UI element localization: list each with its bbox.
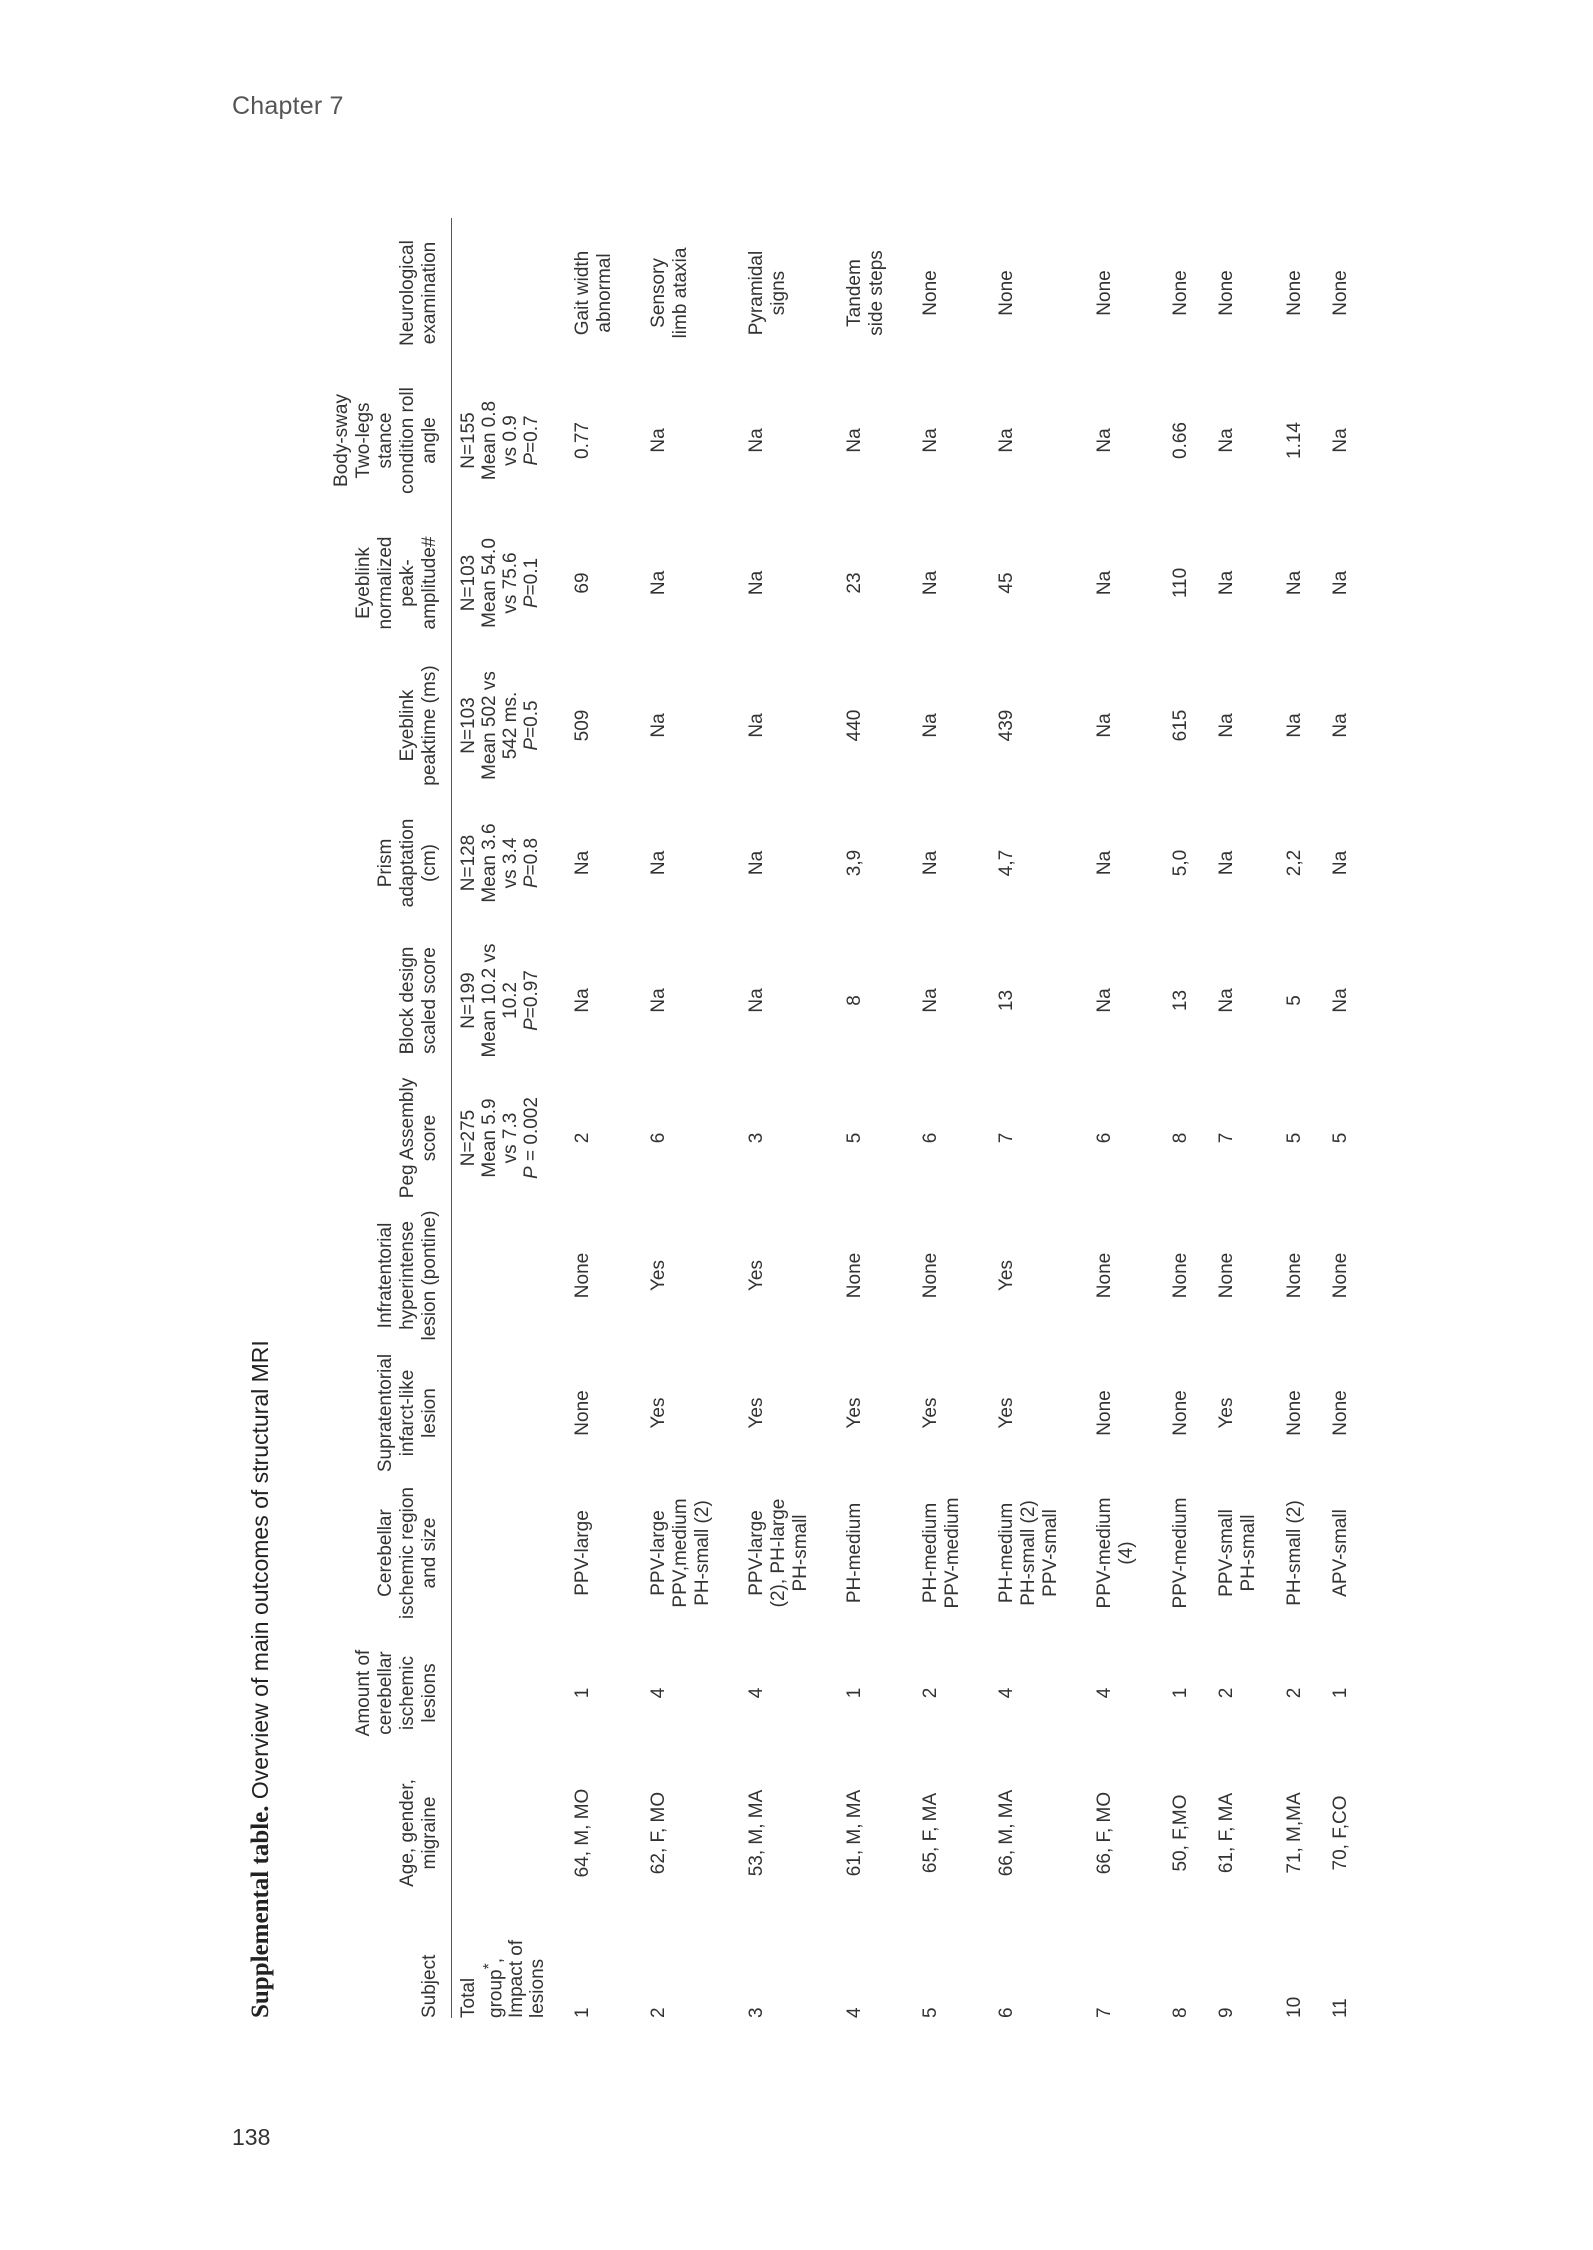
total-label-group: group <box>485 1969 507 2018</box>
cell-lesion-amount: 2 <box>1284 1687 1306 1699</box>
stat-mean: Mean 5.9 <box>479 1098 500 1178</box>
header-eyeblink-amp: Eyeblink normalized peak-amplitude# <box>281 513 452 653</box>
cell-line: None <box>1284 270 1306 316</box>
cell-line: PH-small (2) <box>692 1500 714 1606</box>
header-supratentorial: Supratentorial infarct-like lesion <box>281 1348 452 1478</box>
cell-peg-score: 6 <box>920 1132 942 1144</box>
cell-infratentorial: None <box>1216 1252 1238 1299</box>
total-label-line <box>479 1912 506 2018</box>
stat-vs: vs 7.3 <box>500 1112 521 1164</box>
cell-subject: 10 <box>1284 1996 1306 2018</box>
cell-line: PPV-large <box>648 1510 670 1596</box>
cell-prism: Na <box>746 850 768 876</box>
cell-eyeblink-amp: Na <box>648 570 670 596</box>
cell-supratentorial: None <box>1094 1390 1116 1436</box>
cell-ischemic-region <box>556 1478 632 1628</box>
cell-line: None <box>1330 270 1352 316</box>
cell-line: side steps <box>866 250 888 336</box>
cell-line: None <box>996 270 1018 316</box>
cell-peg-score: 5 <box>1330 1132 1352 1144</box>
cell-line: PH-small (2) <box>1284 1500 1306 1606</box>
cell-age-gender-migraine: 62, F, MO <box>648 1791 670 1875</box>
cell-eyeblink-time: Na <box>1284 713 1306 738</box>
cell-line: PH-small <box>1238 1514 1260 1592</box>
stat-p-label: P <box>521 875 542 889</box>
cell-body-sway: Na <box>746 428 768 453</box>
table-row <box>1078 218 1154 2018</box>
cell-neuro-exam <box>904 218 980 368</box>
cell-ischemic-region <box>828 1478 904 1628</box>
cell-peg-score: 5 <box>1284 1132 1306 1144</box>
table-row <box>1322 218 1360 2018</box>
total-peg-cell <box>452 1073 557 1203</box>
header-amount: Amount of cerebellar ischemic lesions <box>281 1628 452 1758</box>
total-eyeblink-amp-cell <box>452 513 557 653</box>
cell-body-sway: Na <box>920 428 942 453</box>
cell-age-gender-migraine: 50, F,MO <box>1170 1794 1192 1872</box>
cell-eyeblink-amp: 23 <box>844 572 866 594</box>
cell-peg-score: 5 <box>844 1132 866 1144</box>
cell-eyeblink-time: Na <box>648 713 670 738</box>
cell-infratentorial: None <box>844 1252 866 1299</box>
cell-ischemic-region <box>1154 1478 1208 1628</box>
stat-p-value: =0.5 <box>521 700 542 738</box>
cell-line: (4) <box>1116 1541 1138 1565</box>
cell-supratentorial: None <box>572 1390 594 1436</box>
cell-neuro-exam <box>980 218 1078 368</box>
cell-block-score: Na <box>1330 988 1352 1013</box>
stat-p-label: P <box>521 1166 542 1179</box>
cell-peg-score: 6 <box>648 1132 670 1144</box>
cell-ischemic-region <box>1208 1478 1268 1628</box>
cell-line: signs <box>768 270 790 316</box>
stat-vs: vs 75.6 <box>500 552 521 614</box>
table-row <box>904 218 980 2018</box>
cell-infratentorial: None <box>572 1252 594 1299</box>
cell-peg-score: 7 <box>1216 1132 1238 1144</box>
cell-subject: 6 <box>996 2007 1018 2018</box>
header-subject: Subject <box>281 1908 452 2018</box>
table-row <box>556 218 632 2018</box>
cell-block-score: Na <box>746 988 768 1013</box>
cell-body-sway: Na <box>648 428 670 453</box>
table-row <box>980 218 1078 2018</box>
cell-body-sway: Na <box>996 428 1018 453</box>
cell-prism: Na <box>648 850 670 876</box>
total-empty-cell <box>452 218 557 368</box>
cell-supratentorial: None <box>1170 1390 1192 1436</box>
cell-subject: 11 <box>1330 1998 1352 2018</box>
rotated-table-block <box>245 218 1395 2018</box>
cell-neuro-exam <box>1078 218 1154 368</box>
cell-age-gender-migraine: 71, M,MA <box>1284 1792 1306 1874</box>
header-peg: Peg Assembly score <box>281 1073 452 1203</box>
total-label-line: lesions <box>527 1958 549 2018</box>
cell-eyeblink-time: 509 <box>572 709 594 742</box>
cell-lesion-amount: 4 <box>1094 1687 1116 1699</box>
table-row <box>632 218 730 2018</box>
cell-neuro-exam <box>730 218 828 368</box>
cell-eyeblink-time: Na <box>746 713 768 738</box>
cell-eyeblink-time: 440 <box>844 709 866 742</box>
cell-infratentorial: None <box>1094 1252 1116 1299</box>
total-block-cell <box>452 928 557 1073</box>
cell-neuro-exam <box>556 218 632 368</box>
total-body-sway-cell <box>452 368 557 513</box>
cell-body-sway: 0.77 <box>572 422 594 459</box>
total-label <box>452 1908 557 2018</box>
stat-n: N=128 <box>458 834 479 892</box>
cell-prism: Na <box>1094 850 1116 876</box>
header-age: Age, gender, migraine <box>281 1758 452 1908</box>
cell-line: PPV-medium <box>1094 1497 1116 1609</box>
cell-supratentorial: Yes <box>920 1397 942 1429</box>
cell-eyeblink-amp: Na <box>1216 570 1238 596</box>
total-eyeblink-time-cell <box>452 653 557 798</box>
header-block: Block design scaled score <box>281 928 452 1073</box>
total-empty-cell <box>452 1203 557 1348</box>
stat-vs: vs 3.4 <box>500 837 521 889</box>
cell-subject: 9 <box>1216 2007 1238 2018</box>
cell-supratentorial: Yes <box>1216 1397 1238 1429</box>
cell-eyeblink-amp: Na <box>1094 570 1116 596</box>
cell-line: PH-medium <box>996 1502 1018 1604</box>
cell-prism: Na <box>572 850 594 876</box>
cell-lesion-amount: 1 <box>1170 1687 1192 1699</box>
cell-age-gender-migraine: 66, F, MO <box>1094 1791 1116 1875</box>
cell-block-score: 8 <box>844 995 866 1006</box>
cell-line: PH-medium <box>844 1502 866 1604</box>
cell-line: Tandem <box>844 259 866 327</box>
cell-subject: 4 <box>844 2007 866 2018</box>
cell-subject: 2 <box>648 2007 670 2018</box>
cell-line: PPV-large <box>572 1510 594 1596</box>
cell-eyeblink-time: Na <box>920 713 942 738</box>
cell-infratentorial: None <box>1170 1252 1192 1299</box>
cell-eyeblink-amp: 110 <box>1170 567 1192 599</box>
stat-p <box>521 1077 542 1199</box>
stat-mean: Mean 0.8 <box>479 400 500 481</box>
stat-mean: Mean 502 vs <box>479 671 500 780</box>
cell-line: PH-small (2) <box>1018 1500 1040 1606</box>
header-neuro: Neurological examination <box>281 218 452 368</box>
table-row <box>828 218 904 2018</box>
header-eyeblink-time: Eyeblink peaktime (ms) <box>281 653 452 798</box>
cell-lesion-amount: 4 <box>648 1687 670 1699</box>
cell-prism: Na <box>1216 850 1238 876</box>
cell-supratentorial: Yes <box>844 1397 866 1429</box>
supplemental-table <box>281 218 1360 2018</box>
total-empty-cell <box>452 1628 557 1758</box>
cell-ischemic-region <box>904 1478 980 1628</box>
table-row <box>730 218 828 2018</box>
stat-n: N=275 <box>458 1109 479 1167</box>
total-empty-cell <box>452 1478 557 1628</box>
cell-body-sway: Na <box>1216 428 1238 453</box>
cell-peg-score: 3 <box>746 1132 768 1144</box>
cell-lesion-amount: 4 <box>746 1687 768 1699</box>
stat-vs: 542 ms. <box>500 691 521 760</box>
stat-n: N=199 <box>458 972 479 1029</box>
cell-block-score: Na <box>920 988 942 1013</box>
cell-ischemic-region <box>1268 1478 1322 1628</box>
cell-line: PH-medium <box>920 1502 942 1604</box>
cell-eyeblink-amp: 45 <box>996 572 1018 594</box>
cell-line: None <box>1094 270 1116 316</box>
cell-age-gender-migraine: 64, M, MO <box>572 1788 594 1878</box>
stat-vs: 10.2 <box>500 982 521 1019</box>
cell-prism: 5,0 <box>1170 849 1192 877</box>
stat-p-value: =0.1 <box>521 557 542 596</box>
cell-prism: 3,9 <box>844 849 866 877</box>
cell-subject: 7 <box>1094 2007 1116 2018</box>
cell-age-gender-migraine: 61, F, MA <box>1216 1792 1238 1874</box>
cell-infratentorial: Yes <box>746 1260 768 1291</box>
cell-supratentorial: Yes <box>996 1397 1018 1429</box>
cell-supratentorial: None <box>1330 1390 1352 1436</box>
cell-line: limb ataxia <box>670 247 692 339</box>
stat-p-value: =0.7 <box>521 415 542 453</box>
cell-peg-score: 6 <box>1094 1132 1116 1144</box>
cell-line: PPV,medium <box>670 1498 692 1608</box>
cell-peg-score: 8 <box>1170 1132 1192 1144</box>
cell-age-gender-migraine: 66, M, MA <box>996 1789 1018 1877</box>
cell-body-sway: 0.66 <box>1170 422 1192 459</box>
cell-line: PPV-small <box>1216 1509 1238 1597</box>
cell-eyeblink-amp: Na <box>920 570 942 596</box>
cell-prism: Na <box>1330 850 1352 876</box>
total-group-row <box>452 218 557 2018</box>
cell-block-score: Na <box>572 988 594 1013</box>
table-row <box>1154 218 1208 2018</box>
cell-lesion-amount: 1 <box>1330 1687 1352 1699</box>
cell-eyeblink-amp: Na <box>1330 570 1352 596</box>
cell-prism: Na <box>920 850 942 876</box>
total-label-line: Total <box>458 1977 479 2018</box>
cell-line: None <box>1216 270 1238 316</box>
cell-eyeblink-time: Na <box>1094 713 1116 738</box>
cell-ischemic-region <box>1078 1478 1154 1628</box>
stat-mean: Mean 3.6 <box>479 823 500 903</box>
total-prism-cell <box>452 798 557 928</box>
cell-infratentorial: Yes <box>996 1260 1018 1291</box>
stat-n: N=103 <box>458 697 479 754</box>
cell-line: APV-small <box>1330 1509 1352 1597</box>
cell-neuro-exam <box>1322 218 1360 368</box>
cell-line: (2), PH-large <box>768 1498 790 1608</box>
cell-ischemic-region <box>730 1478 828 1628</box>
table-row <box>1268 218 1322 2018</box>
cell-line: Sensory <box>648 258 670 328</box>
cell-infratentorial: None <box>1284 1252 1306 1299</box>
total-empty-cell <box>452 1758 557 1908</box>
stat-p-value: =0.97 <box>521 970 542 1019</box>
header-prism: Prism adaptation (cm) <box>281 798 452 928</box>
header-body-sway: Body-sway Two-legs stance condition roll angle <box>281 368 452 513</box>
cell-neuro-exam <box>632 218 730 368</box>
cell-line: PH-small <box>790 1514 812 1592</box>
cell-peg-score: 2 <box>572 1132 594 1144</box>
cell-subject: 5 <box>920 2007 942 2018</box>
total-label-comma: , <box>485 1957 507 1964</box>
cell-neuro-exam <box>828 218 904 368</box>
cell-lesion-amount: 1 <box>572 1687 594 1699</box>
cell-line: Gait width <box>572 250 594 336</box>
cell-eyeblink-time: Na <box>1330 713 1352 738</box>
stat-p-value: = 0.002 <box>521 1097 542 1167</box>
cell-body-sway: Na <box>844 428 866 453</box>
cell-eyeblink-amp: Na <box>1284 570 1306 596</box>
table-caption <box>245 218 275 2018</box>
stat-mean: Mean 54.0 <box>479 538 500 628</box>
cell-subject: 8 <box>1170 2007 1192 2018</box>
cell-line: Pyramidal <box>746 250 768 336</box>
header-region: Cerebellar ischemic region and size <box>281 1478 452 1628</box>
stat-p <box>521 517 542 649</box>
cell-block-score: Na <box>1216 988 1238 1013</box>
cell-neuro-exam <box>1268 218 1322 368</box>
cell-prism: 2,2 <box>1284 849 1306 877</box>
stat-mean: Mean 10.2 vs <box>479 943 500 1058</box>
cell-neuro-exam <box>1208 218 1268 368</box>
cell-ischemic-region <box>980 1478 1078 1628</box>
caption-bold: Supplemental table. <box>247 1805 274 2018</box>
cell-block-score: 5 <box>1284 995 1306 1006</box>
cell-supratentorial: Yes <box>746 1397 768 1429</box>
cell-eyeblink-time: 615 <box>1170 709 1192 742</box>
cell-infratentorial: Yes <box>648 1260 670 1291</box>
stat-p-label: P <box>521 452 542 466</box>
cell-age-gender-migraine: 65, F, MA <box>920 1792 942 1874</box>
cell-body-sway: 1.14 <box>1284 422 1306 459</box>
cell-body-sway: Na <box>1094 428 1116 453</box>
cell-line: PPV-medium <box>942 1497 964 1609</box>
cell-line: abnormal <box>594 253 616 333</box>
cell-eyeblink-time: Na <box>1216 713 1238 738</box>
total-label-asterisk: * <box>481 1963 498 1970</box>
cell-age-gender-migraine: 61, M, MA <box>844 1789 866 1877</box>
cell-line: None <box>920 270 942 316</box>
stat-p-label: P <box>521 595 542 609</box>
cell-block-score: Na <box>1094 988 1116 1013</box>
header-infratentorial: Infratentorial hyperintense lesion (pontine) <box>281 1203 452 1348</box>
cell-lesion-amount: 2 <box>920 1687 942 1699</box>
stat-vs: vs 0.9 <box>500 415 521 466</box>
stat-n: N=155 <box>458 412 479 469</box>
cell-neuro-exam <box>1154 218 1208 368</box>
cell-peg-score: 7 <box>996 1132 1018 1144</box>
cell-line: None <box>1170 270 1192 316</box>
stat-p <box>521 372 542 509</box>
cell-supratentorial: None <box>1284 1390 1306 1436</box>
stat-n: N=103 <box>458 554 479 612</box>
header-row <box>281 218 452 2018</box>
stat-p <box>521 657 542 794</box>
cell-lesion-amount: 4 <box>996 1687 1018 1699</box>
stat-p-value: =0.8 <box>521 837 542 876</box>
cell-prism: 4,7 <box>996 849 1018 877</box>
cell-body-sway: Na <box>1330 428 1352 453</box>
chapter-header: Chapter 7 <box>232 92 344 120</box>
cell-line: PPV-large <box>746 1510 768 1596</box>
cell-ischemic-region <box>632 1478 730 1628</box>
cell-eyeblink-time: 439 <box>996 709 1018 742</box>
stat-p <box>521 802 542 924</box>
cell-subject: 3 <box>746 2007 768 2018</box>
table-row <box>1208 218 1268 2018</box>
cell-block-score: 13 <box>996 989 1018 1012</box>
cell-eyeblink-amp: 69 <box>572 572 594 594</box>
total-empty-cell <box>452 1348 557 1478</box>
cell-ischemic-region <box>1322 1478 1360 1628</box>
total-label-line: Impact of <box>506 1939 528 2018</box>
cell-infratentorial: None <box>920 1252 942 1299</box>
cell-line: PPV-small <box>1040 1509 1062 1597</box>
cell-infratentorial: None <box>1330 1252 1352 1299</box>
cell-eyeblink-amp: Na <box>746 570 768 596</box>
caption-text: Overview of main outcomes of structural MRI <box>247 1340 273 1806</box>
stat-p <box>521 932 542 1069</box>
stat-p-label: P <box>521 1018 542 1031</box>
cell-line: PPV-medium <box>1170 1497 1192 1609</box>
cell-lesion-amount: 2 <box>1216 1687 1238 1699</box>
cell-subject: 1 <box>572 2007 594 2018</box>
cell-age-gender-migraine: 53, M, MA <box>746 1789 768 1877</box>
cell-lesion-amount: 1 <box>844 1687 866 1699</box>
page-number: 138 <box>232 2124 271 2150</box>
cell-block-score: Na <box>648 988 670 1013</box>
stat-p-label: P <box>521 737 542 751</box>
cell-block-score: 13 <box>1170 989 1192 1012</box>
cell-age-gender-migraine: 70, F,CO <box>1330 1795 1352 1871</box>
cell-supratentorial: Yes <box>648 1397 670 1429</box>
